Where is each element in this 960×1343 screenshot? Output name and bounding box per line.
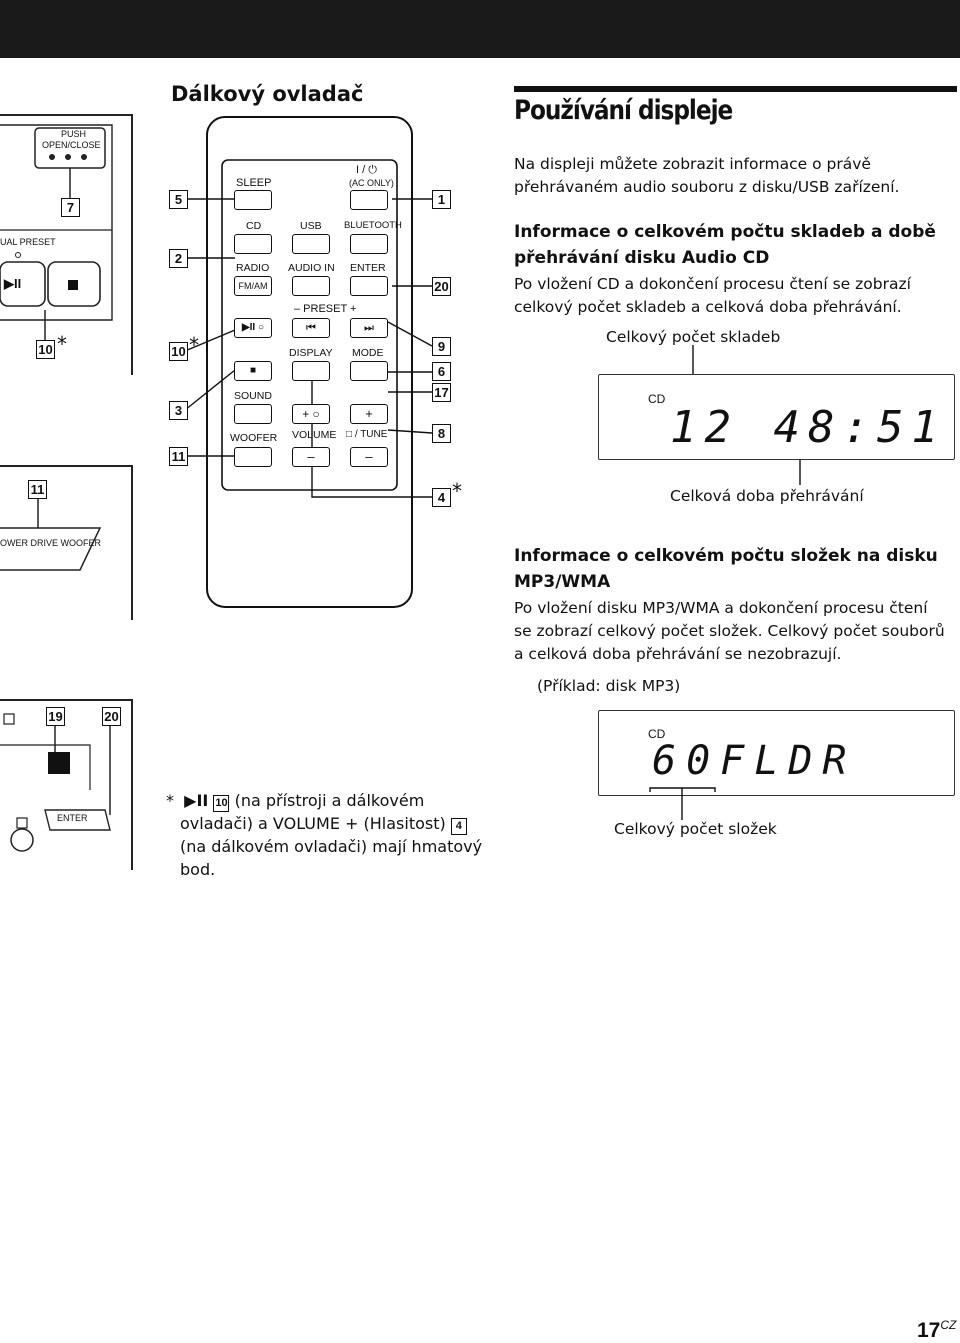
enter-button[interactable] bbox=[350, 276, 388, 296]
footnote-line3: (na dálkovém ovladači) mají hmatový bbox=[180, 837, 483, 856]
preset-label: – PRESET + bbox=[294, 303, 357, 315]
cd-lcd-mode: CD bbox=[648, 392, 666, 406]
cd-heading-line: přehrávání disku Audio CD bbox=[514, 248, 770, 268]
callout-11-device: 11 bbox=[28, 480, 47, 499]
footnote bbox=[166, 789, 496, 881]
sleep-button[interactable] bbox=[234, 190, 272, 210]
device-play-pause-icon: ▶II bbox=[4, 276, 22, 291]
mp3-heading bbox=[514, 543, 954, 595]
display-button[interactable] bbox=[292, 361, 330, 381]
mp3-lcd-mode: CD bbox=[648, 727, 666, 741]
callout-4: 4 bbox=[432, 488, 451, 507]
time-label: Celková doba přehrávání bbox=[670, 487, 864, 505]
enter-label: ENTER bbox=[350, 262, 386, 274]
radio-label: RADIO bbox=[236, 262, 270, 274]
play-pause-icon: ▶II bbox=[184, 791, 209, 810]
section-rule bbox=[514, 86, 957, 92]
callout-2: 2 bbox=[169, 249, 188, 268]
footnote-ref-4: 4 bbox=[451, 818, 467, 835]
page-number bbox=[917, 1318, 956, 1343]
callout-19: 19 bbox=[46, 707, 65, 726]
volume-label: VOLUME bbox=[292, 429, 337, 441]
callout-3: 3 bbox=[169, 401, 188, 420]
tune-label: □ / TUNE bbox=[346, 429, 388, 440]
cd-lcd-value: 12 48:51 bbox=[670, 402, 946, 453]
mp3-body-line: se zobrazí celkový počet složek. Celkový počet souborů bbox=[514, 622, 945, 640]
mp3-body-line: Po vložení disku MP3/WMA a dokončení procesu čtení bbox=[514, 599, 928, 617]
callout-7: 7 bbox=[61, 198, 80, 217]
example-label: (Příklad: disk MP3) bbox=[537, 677, 681, 695]
callout-9: 9 bbox=[432, 337, 451, 356]
tune-minus-button[interactable]: – bbox=[350, 447, 388, 467]
device-enter-label: ENTER bbox=[57, 813, 88, 823]
mp3-body-line: a celková doba přehrávání se nezobrazují. bbox=[514, 645, 842, 663]
callout-20-device: 20 bbox=[102, 707, 121, 726]
display-label: DISPLAY bbox=[289, 347, 333, 359]
star-mark: * bbox=[189, 333, 199, 357]
star-mark: * bbox=[452, 479, 462, 503]
mp3-body bbox=[514, 597, 959, 666]
footnote-ref-10: 10 bbox=[213, 795, 229, 812]
woofer-label: WOOFER bbox=[230, 432, 278, 444]
cd-button[interactable] bbox=[234, 234, 272, 254]
cd-body-line: Po vložení CD a dokončení procesu čtení se zobrazí bbox=[514, 275, 911, 293]
tracks-label: Celkový počet skladeb bbox=[606, 328, 781, 346]
volume-plus-button[interactable]: + ○ bbox=[292, 404, 330, 424]
sound-label: SOUND bbox=[234, 390, 272, 402]
woofer-button[interactable] bbox=[234, 447, 272, 467]
preset-minus-button[interactable]: ⏮ bbox=[292, 318, 330, 338]
mode-label: MODE bbox=[352, 347, 384, 359]
ac-only-label: (AC ONLY) bbox=[349, 178, 394, 188]
sleep-label: SLEEP bbox=[236, 177, 272, 189]
remote-section-title: Dálkový ovladač bbox=[171, 82, 364, 106]
tune-plus-button[interactable]: + bbox=[350, 404, 388, 424]
page-title: Používání displeje bbox=[514, 95, 733, 126]
intro-line: Na displeji můžete zobrazit informace o právě bbox=[514, 155, 871, 173]
page-lang-suffix: CZ bbox=[940, 1318, 957, 1332]
preset-plus-button[interactable]: ⏭ bbox=[350, 318, 388, 338]
mp3-heading-line: MP3/WMA bbox=[514, 572, 611, 592]
usb-label: USB bbox=[300, 220, 322, 232]
folders-label: Celkový počet složek bbox=[614, 820, 777, 838]
footnote-star: * bbox=[166, 791, 174, 810]
power-drive-woofer-label: OWER DRIVE WOOFER bbox=[0, 538, 101, 548]
callout-1: 1 bbox=[432, 190, 451, 209]
stop-button[interactable]: ■ bbox=[234, 361, 272, 381]
cd-label: CD bbox=[246, 220, 262, 232]
callout-17: 17 bbox=[432, 383, 451, 402]
mp3-heading-line: Informace o celkovém počtu složek na disku bbox=[514, 546, 938, 566]
bluetooth-label: BLUETOOTH bbox=[344, 220, 402, 231]
audio-in-label: AUDIO IN bbox=[288, 262, 335, 274]
cd-body-line: celkový počet skladeb a celková doba přehrávání. bbox=[514, 298, 902, 316]
page-number-value: 17 bbox=[917, 1319, 941, 1342]
callout-8: 8 bbox=[432, 424, 451, 443]
open-close-label: OPEN/CLOSE bbox=[42, 140, 101, 150]
callout-10-remote: 10 bbox=[169, 342, 188, 361]
audio-in-button[interactable] bbox=[292, 276, 330, 296]
power-button[interactable] bbox=[350, 190, 388, 210]
cd-heading-line: Informace o celkovém počtu skladeb a době bbox=[514, 222, 936, 242]
footnote-line2: ovladači) a VOLUME + (Hlasitost) bbox=[180, 814, 446, 833]
star-mark: * bbox=[57, 332, 67, 356]
cd-body bbox=[514, 273, 954, 319]
sound-button[interactable] bbox=[234, 404, 272, 424]
play-pause-button[interactable]: ▶II ○ bbox=[234, 318, 272, 338]
cd-heading bbox=[514, 219, 954, 271]
volume-minus-button[interactable]: – bbox=[292, 447, 330, 467]
callout-11-remote: 11 bbox=[169, 447, 188, 466]
intro-line: přehrávaném audio souboru z disku/USB zařízení. bbox=[514, 178, 900, 196]
callout-10-device: 10 bbox=[36, 340, 55, 359]
mp3-lcd-leader bbox=[640, 780, 740, 820]
fm-am-button[interactable]: FM/AM bbox=[234, 276, 272, 296]
callout-5: 5 bbox=[169, 190, 188, 209]
footnote-line4: bod. bbox=[180, 860, 216, 879]
mode-button[interactable] bbox=[350, 361, 388, 381]
callout-6: 6 bbox=[432, 362, 451, 381]
usb-button[interactable] bbox=[292, 234, 330, 254]
footnote-line1: (na přístroji a dálkovém bbox=[234, 791, 425, 810]
mp3-lcd-value: 60FLDR bbox=[652, 738, 857, 784]
intro-text bbox=[514, 153, 954, 199]
callout-20-remote: 20 bbox=[432, 277, 451, 296]
dual-preset-label: UAL PRESET bbox=[0, 237, 56, 247]
push-label: PUSH bbox=[61, 129, 87, 139]
power-label: I / ⏻ bbox=[356, 164, 377, 176]
bluetooth-button[interactable] bbox=[350, 234, 388, 254]
